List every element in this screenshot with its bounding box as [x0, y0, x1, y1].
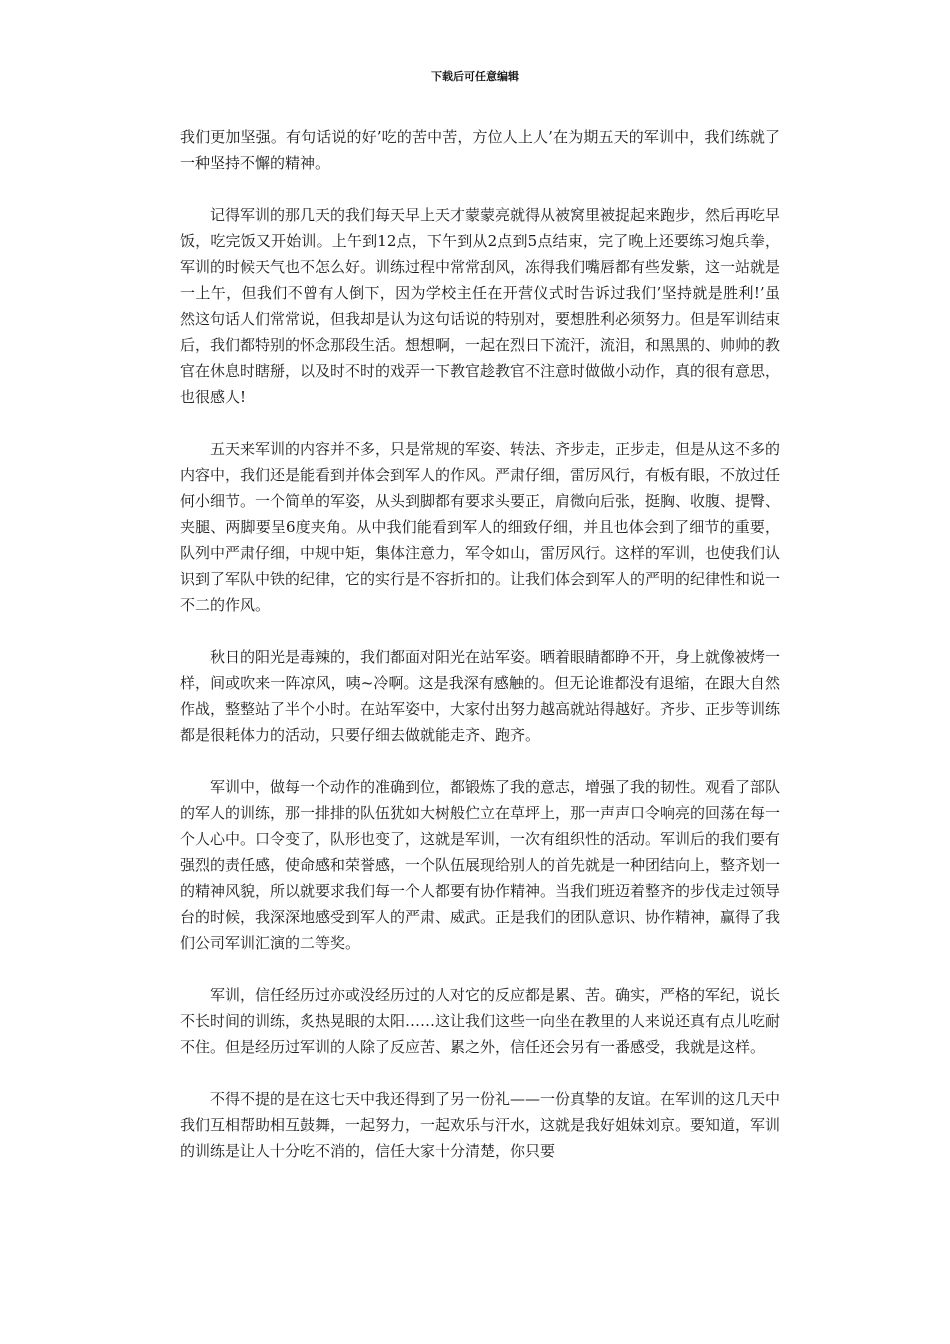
document-body: [180, 124, 780, 1190]
paragraph: 军训中，做每一个动作的准确到位，都锻炼了我的意志，增强了我的韧性。观看了部队的军人的训练，那一排排的队伍犹如大树般伫立在草坪上，那一声声口令响亮的回荡在每一个人心中。口令变了，队形也变了，这就是军训，一次有组织性的活动。军训后的我们要有强烈的责任感，使命感和荣誉感，一个队伍展现给别人的首先就是一种团结向上，整齐划一的精神风貌，所以就要求我们每一个人都要有协作精神。当我们班迈着整齐的步伐走过领导台的时候，我深深地感受到军人的严肃、威武。正是我们的团队意识、协作精神，赢得了我们公司军训汇演的二等奖。: [180, 778, 781, 952]
paragraph: 不得不提的是在这七天中我还得到了另一份礼——一份真挚的友谊。在军训的这几天中我们互相帮助相互鼓舞，一起努力，一起欢乐与汗水，这就是我好姐妹刘京。要知道，军训的训练是让人十分吃不消的，信任大家十分清楚，你只要: [180, 1090, 781, 1160]
paragraph: 秋日的阳光是毒辣的，我们都面对阳光在站军姿。晒着眼睛都睁不开，身上就像被烤一样，间或吹来一阵凉风，咦~冷啊。这是我深有感触的。但无论谁都没有退缩，在跟大自然作战，整整站了半个小时。在站军姿中，大家付出努力越高就站得越好。齐步、正步等训练都是很耗体力的活动，只要仔细去做就能走齐、跑齐。: [180, 648, 781, 744]
paragraph: 军训，信任经历过亦或没经历过的人对它的反应都是累、苦。确实，严格的军纪，说长不长时间的训练，炙热晃眼的太阳……这让我们这些一向坐在教里的人来说还真有点儿吃耐不住。但是经历过军训的人除了反应苦、累之外，信任还会另有一番感受，我就是这样。: [180, 986, 781, 1056]
paragraph: 记得军训的那几天的我们每天早上天才蒙蒙亮就得从被窝里被捉起来跑步，然后再吃早饭，吃完饭又开始训。上午到12点，下午到从2点到5点结束，完了晚上还要练习炮兵拳，军训的时候天气也不怎么好。训练过程中常常刮风，冻得我们嘴唇都有些发紫，这一站就是一上午，但我们不曾有人倒下，因为学校主任在开营仪式时告诉过我们’坚持就是胜利!’虽然这句话人们常常说，但我却是认为这句话说的特别对，要想胜利必须努力。但是军训结束后，我们都特别的怀念那段生活。想想啊，一起在烈日下流汗，流泪，和黑黑的、帅帅的教官在休息时瞎掰，以及时不时的戏弄一下教官趁教官不注意时做做小动作，真的很有意思，也很感人!: [180, 206, 781, 406]
paragraph: 五天来军训的内容并不多，只是常规的军姿、转法、齐步走，正步走，但是从这不多的内容中，我们还是能看到并体会到军人的作风。严肃仔细，雷厉风行，有板有眼，不放过任何小细节。一个简单的军姿，从头到脚都有要求头要正，肩微向后张，挺胸、收腹、提臀、夹腿、两脚要呈6度夹角。从中我们能看到军人的细致仔细，并且也体会到了细节的重要，队列中严肃仔细，中规中矩，集体注意力，军令如山，雷厉风行。这样的军训，也使我们认识到了军队中铁的纪律，它的实行是不容折扣的。让我们体会到军人的严明的纪律性和说一不二的作风。: [180, 440, 781, 614]
page-header: 下载后可任意编辑: [431, 70, 519, 83]
paragraph: 我们更加坚强。有句话说的好’吃的苦中苦，方位人上人’在为期五天的军训中，我们练就了一种坚持不懈的精神。: [180, 128, 780, 172]
